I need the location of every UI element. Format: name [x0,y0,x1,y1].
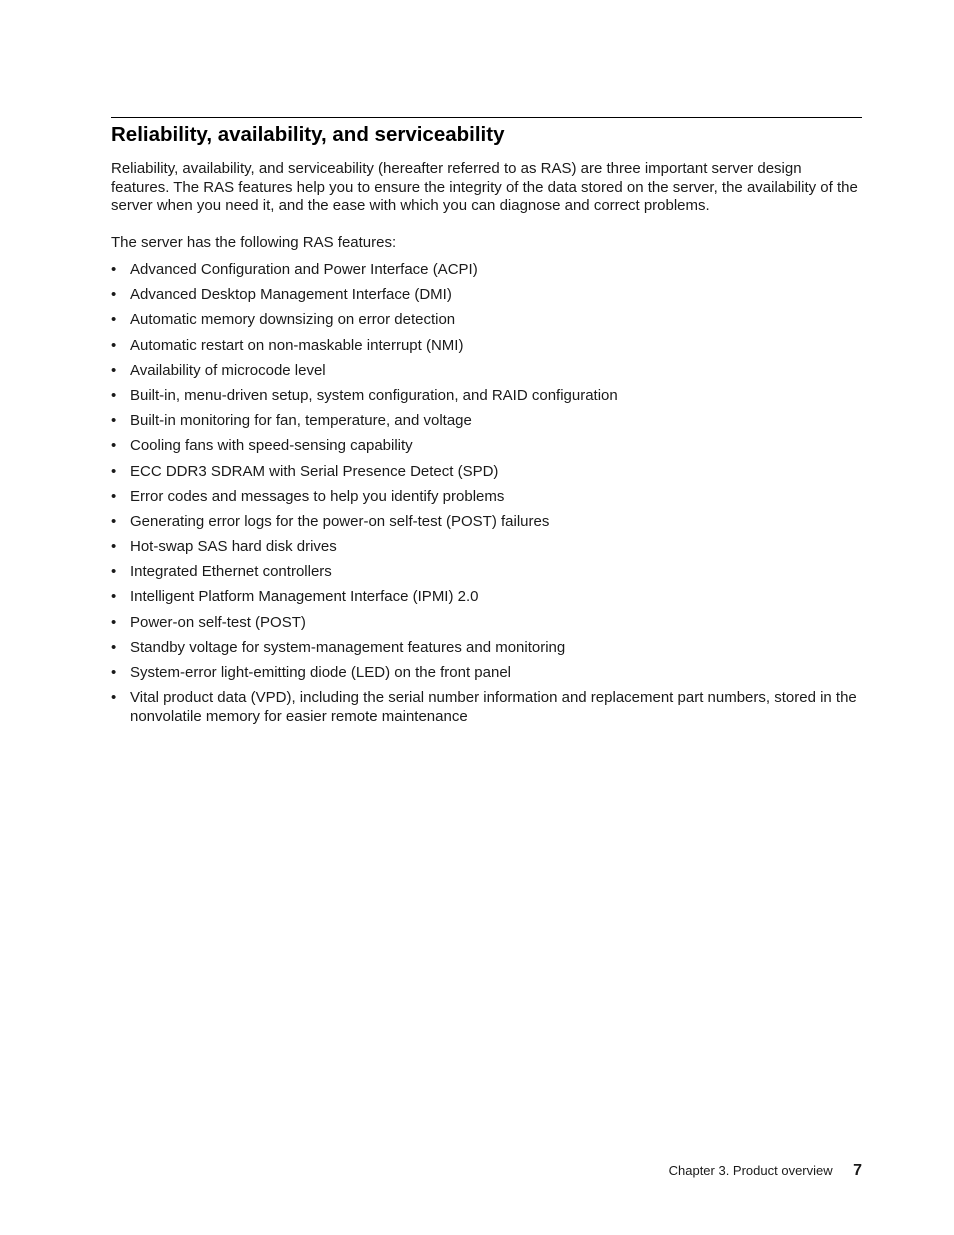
list-item-text: Cooling fans with speed-sensing capability [130,437,413,455]
list-item-text: Power-on self-test (POST) [130,613,306,631]
bullet-icon: • [111,487,117,505]
bullet-icon: • [111,261,117,278]
list-item-text: Automatic memory downsizing on error detection [130,311,456,329]
list-item [111,337,862,356]
list-item [111,463,862,482]
ras-feature-list [111,261,862,726]
list-item [111,538,862,557]
bullet-icon: • [111,437,117,455]
list-item [111,261,862,280]
bullet-icon: • [111,563,117,581]
bullet-icon: • [111,588,117,606]
list-item-text: Intelligent Platform Management Interface (IPMI) 2.0 [130,588,479,606]
list-item [111,563,862,582]
list-item-text: Automatic restart on non-maskable interrupt (NMI) [130,336,464,354]
list-item-text: Generating error logs for the power-on self-test (POST) failures [130,512,550,530]
list-item [111,412,862,431]
list-item [111,286,862,305]
bullet-icon: • [111,638,117,656]
list-item [111,488,862,507]
list-item [111,639,862,658]
list-item-text: Advanced Desktop Management Interface (DMI) [130,286,452,304]
list-item-text: Hot-swap SAS hard disk drives [130,538,337,556]
list-item-text: Vital product data (VPD), including the serial number information and replacement part numbers, stored in the nonvolatile memory for easier remote maintenance [130,689,857,725]
bullet-icon: • [111,386,117,404]
page-footer [620,1162,862,1180]
bullet-icon: • [111,538,117,556]
list-item-text: Built-in, menu-driven setup, system configuration, and RAID configuration [130,386,618,404]
bullet-icon: • [111,462,117,480]
list-item-text: Advanced Configuration and Power Interface (ACPI) [130,261,478,278]
bullet-icon: • [111,664,117,681]
list-item [111,362,862,381]
intro-paragraph: Reliability, availability, and serviceability (hereafter referred to as RAS) are three important server design features. The RAS features help you to ensure the integrity of the data stored on the server, the availability of the server when you need it, and the ease with which you can diagnose and correct problems. [111,160,858,214]
bullet-icon: • [111,412,117,430]
list-item [111,614,862,633]
list-item-text: ECC DDR3 SDRAM with Serial Presence Detect (SPD) [130,462,499,480]
list-item [111,588,862,607]
page-number: 7 [853,1162,862,1179]
list-item [111,689,862,726]
bullet-icon: • [111,361,117,379]
bullet-icon: • [111,286,117,304]
list-item [111,664,862,683]
list-item-text: Integrated Ethernet controllers [130,563,332,581]
section-divider [111,117,862,118]
section-title: Reliability, availability, and serviceability [111,123,505,146]
list-item [111,437,862,456]
list-item-text: Built-in monitoring for fan, temperature, and voltage [130,412,472,430]
lead-paragraph: The server has the following RAS features: [111,233,397,251]
bullet-icon: • [111,613,117,631]
list-item [111,311,862,330]
bullet-icon: • [111,512,117,530]
list-item-text: System-error light-emitting diode (LED) on the front panel [130,664,512,681]
bullet-icon: • [111,689,117,707]
page-content [111,117,862,733]
list-item [111,513,862,532]
list-item-text: Error codes and messages to help you identify problems [130,487,505,505]
list-item-text: Standby voltage for system-management features and monitoring [130,638,566,656]
list-item [111,387,862,406]
footer-chapter-label: Chapter 3. Product overview [668,1163,833,1178]
bullet-icon: • [111,336,117,354]
list-item-text: Availability of microcode level [130,361,326,379]
bullet-icon: • [111,311,117,329]
